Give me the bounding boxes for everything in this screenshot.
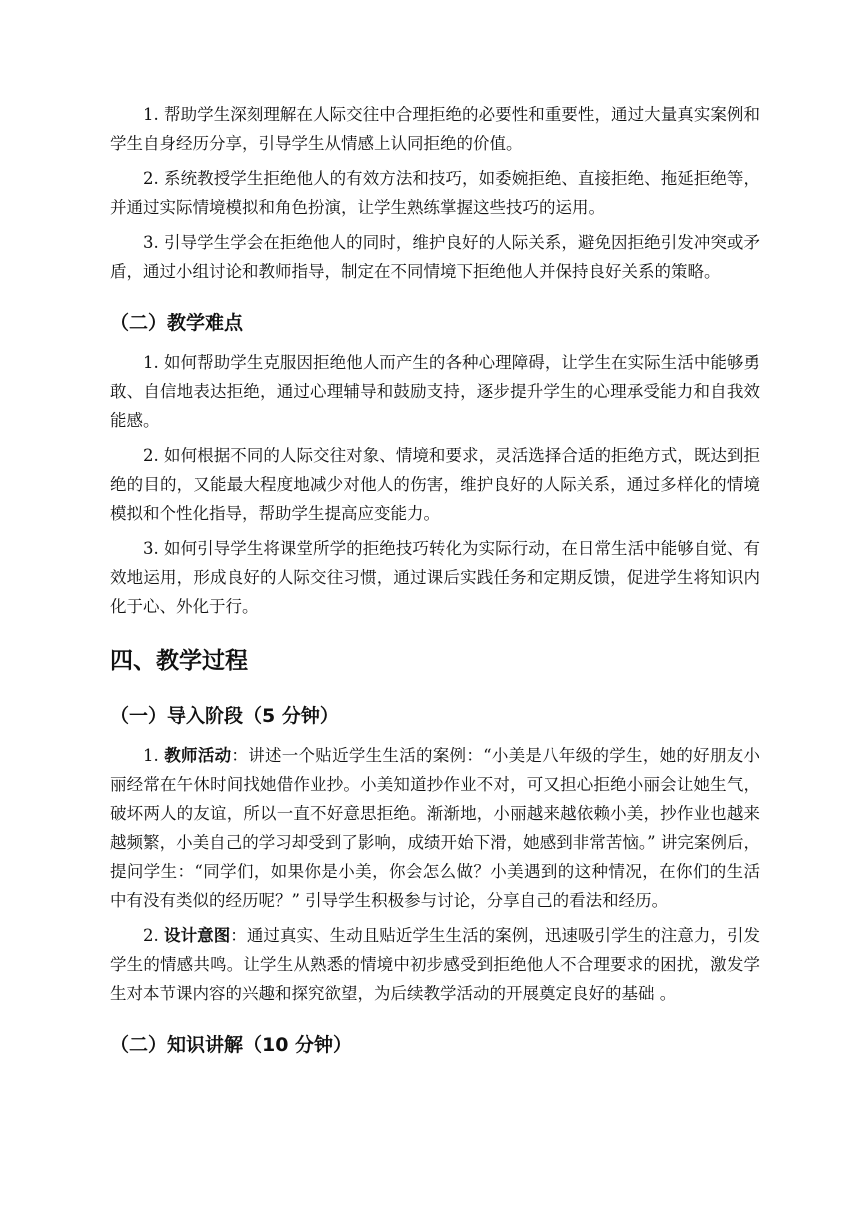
design-intent-paragraph [110, 921, 760, 1008]
document-page [110, 100, 760, 1070]
difficulty-item-3: 3. 如何引导学生将课堂所学的拒绝技巧转化为实际行动，在日常生活中能够自觉、有效地运用，形成良好的人际交往习惯，通过课后实践任务和定期反馈，促进学生将知识内化于心、外化于行。 [110, 539, 760, 616]
difficulty-heading: （二）教学难点 [110, 312, 244, 334]
design-intent-prefix: 2. [143, 926, 165, 945]
teacher-activity-paragraph [110, 741, 760, 915]
difficulty-item-2: 2. 如何根据不同的人际交往对象、情境和要求，灵活选择合适的拒绝方式，既达到拒绝的目的，又能最大程度地减少对他人的伤害，维护良好的人际关系，通过多样化的情境模拟和个性化指导，帮助学生提高应变能力。 [110, 446, 760, 523]
teacher-activity-prefix: 1. [143, 746, 165, 765]
knowledge-heading: （二）知识讲解（10 分钟） [110, 1034, 353, 1056]
teacher-activity-label: 教师活动 [164, 746, 232, 765]
design-intent-text: 通过真实、生动且贴近学生生活的案例，迅速吸引学生的注意力，引发学生的情感共鸣。让学生从熟悉的情境中初步感受到拒绝他人不合理要求的困扰，激发学生对本节课内容的兴趣和探究欲望，为后续教学活动的开展奠定良好的基础 。 [110, 926, 761, 1003]
teacher-activity-colon: ： [231, 746, 249, 765]
teacher-activity-text: 讲述一个贴近学生生活的案例：“小美是八年级的学生，她的好朋友小丽经常在午休时间找她借作业抄。小美知道抄作业不对，可又担心拒绝小丽会让她生气，破坏两人的友谊，所以一直不好意思拒绝。渐渐地，小丽越来越依赖小美，抄作业也越来越频繁，小美自己的学习却受到了影响，成绩开始下滑，她感到非常苦恼。” 讲完案例后，提问学生：“同学们，如果你是小美，你会怎么做？小美遇到的这种情况，在你们的生活中有没有类似的经历呢？” 引导学生积极参与讨论，分享自己的看法和经历。 [110, 746, 761, 910]
intro-heading: （一）导入阶段（5 分钟） [110, 705, 339, 727]
focus-item-3: 3. 引导学生学会在拒绝他人的同时，维护良好的人际关系，避免因拒绝引发冲突或矛盾，通过小组讨论和教师指导，制定在不同情境下拒绝他人并保持良好关系的策略。 [110, 233, 760, 281]
design-intent-colon: ： [230, 926, 247, 945]
focus-item-2: 2. 系统教授学生拒绝他人的有效方法和技巧，如委婉拒绝、直接拒绝、拖延拒绝等，并通过实际情境模拟和角色扮演，让学生熟练掌握这些技巧的运用。 [110, 169, 760, 217]
difficulty-item-1: 1. 如何帮助学生克服因拒绝他人而产生的各种心理障碍，让学生在实际生活中能够勇敢、自信地表达拒绝，通过心理辅导和鼓励支持，逐步提升学生的心理承受能力和自我效能感。 [110, 353, 760, 430]
process-heading: 四、教学过程 [110, 648, 248, 674]
design-intent-label: 设计意图 [164, 926, 231, 945]
focus-item-1: 1. 帮助学生深刻理解在人际交往中合理拒绝的必要性和重要性，通过大量真实案例和学生自身经历分享，引导学生从情感上认同拒绝的价值。 [110, 105, 760, 153]
